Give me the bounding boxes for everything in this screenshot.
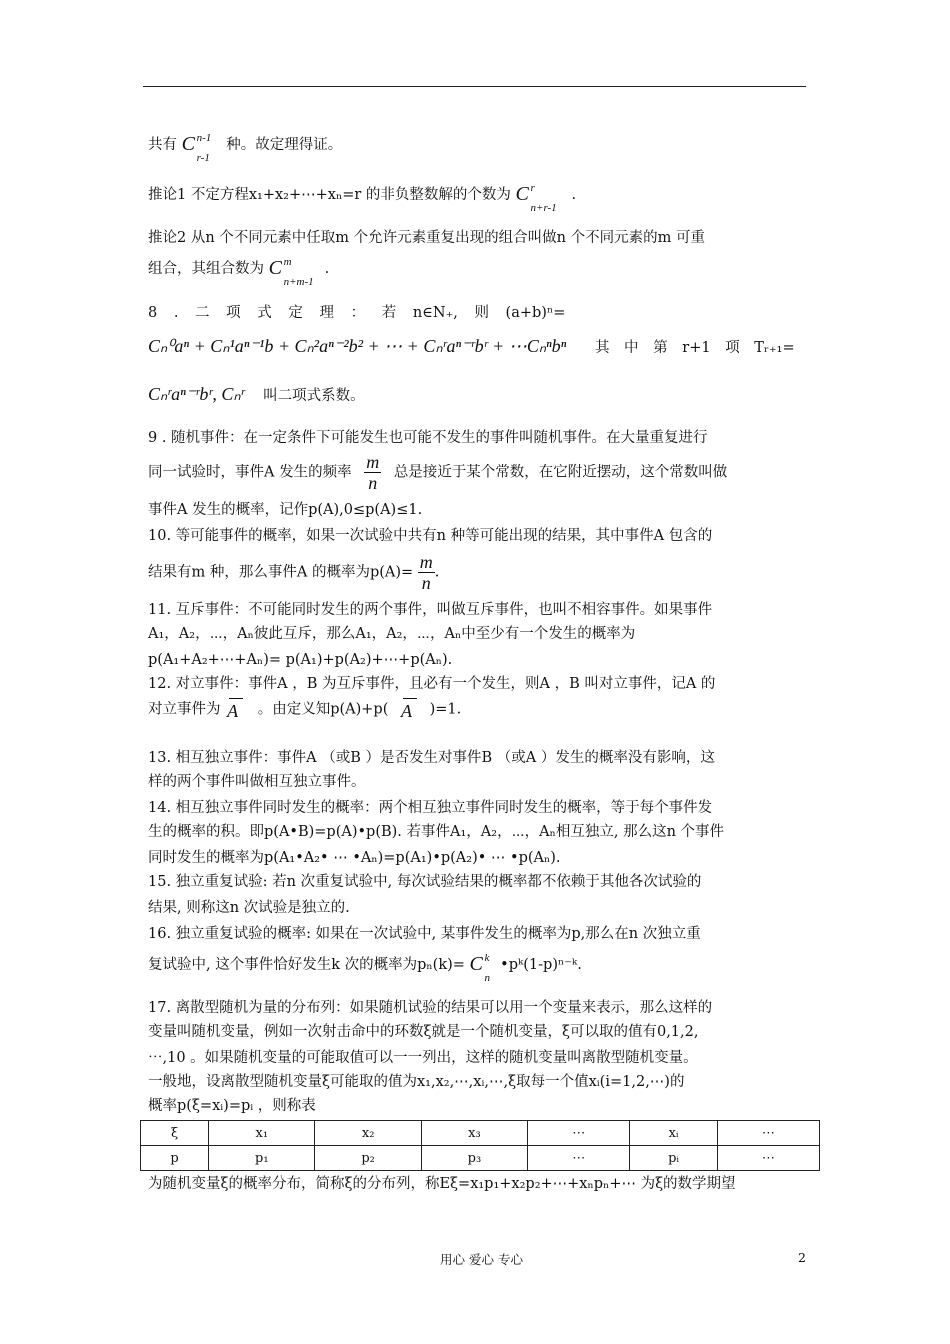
line-32: 为随机变量ξ的概率分布，简称ξ的分布列，称Eξ=x₁p₁+x₂p₂+⋯+xₙpₙ+⋯ 为ξ的数学期望 (148, 1176, 736, 1192)
line-23: 15. 独立重复试验: 若n 次重复试验中, 每次试验结果的概率都不依赖于其他各次试验的 (148, 874, 702, 890)
line-16: 12. 对立事件：事件A ，B 为互斥事件，且必有一个发生，则A ，B 叫对立事件，记A 的 (148, 676, 716, 692)
text: 同一试验时，事件A 发生的频率 (148, 464, 352, 481)
line-11: 10. 等可能事件的概率，如果一次试验中共有n 种等可能出现的结果，其中事件A 包含的 (148, 528, 713, 544)
text: 结果有m 种，那么事件A 的概率为p(A)= (148, 564, 414, 581)
line-25: 16. 独立重复试验的概率: 如果在一次试验中, 某事件发生的概率为p,那么在n 次独立重 (148, 926, 701, 942)
line-12: 结果有m 种，那么事件A 的概率为p(A)= $\frac{m}{n}$ . (148, 552, 440, 593)
denominator: n (421, 573, 431, 593)
text: 对立事件为 (148, 701, 221, 718)
line-15: p(A₁+A₂+⋯+Aₙ)= p(A₁)+p(A₂)+⋯+p(Aₙ). (148, 652, 453, 668)
line-24: 结果, 则称这n 次试验是独立的. (148, 900, 350, 916)
table-cell: ⋯ (717, 1146, 819, 1171)
c-base: C (181, 133, 195, 155)
line-7 (148, 384, 365, 406)
table-cell: p₂ (315, 1146, 421, 1171)
table-cell: x₁ (209, 1121, 315, 1146)
table-cell: p₃ (421, 1146, 527, 1171)
line-20: 14. 相互独立事件同时发生的概率：两个相互独立事件同时发生的概率，等于每个事件发 (148, 800, 713, 816)
c-sub: r-1 (196, 152, 210, 164)
line-13: 11. 互斥事件：不可能同时发生的两个事件，叫做互斥事件，也叫不相容事件。如果事件 (148, 602, 713, 618)
c-sup: m (283, 256, 292, 268)
line-8: 9 . 随机事件：在一定条件下可能发生也可能不发生的事件叫随机事件。在大量重复进行 (148, 430, 708, 446)
text: )=1. (429, 701, 462, 718)
c-sub: n+r-1 (530, 202, 557, 214)
c-base: C (515, 183, 529, 205)
text: 总是接近于某个常数，在它附近摆动，这个常数叫做 (393, 464, 728, 481)
table-cell: ξ (141, 1121, 209, 1146)
text: 种。故定理得证。 (226, 137, 343, 153)
line-6 (148, 336, 795, 358)
table-cell: x₃ (421, 1121, 527, 1146)
line-22: 同时发生的概率为p(A₁•A₂• ⋯ •Aₙ)=p(A₁)•p(A₂)• ⋯ •p(Aₙ). (148, 850, 561, 866)
line-28: 变量叫随机变量，例如一次射击命中的环数ξ就是一个随机变量，ξ可以取的值有0,1,2, (148, 1024, 699, 1040)
c-sup: k (484, 952, 490, 964)
line-9 (148, 452, 727, 493)
line-19: 样的两个事件叫做相互独立事件。 (148, 774, 366, 790)
complement-a (401, 698, 417, 721)
line-27: 17. 离散型随机为量的分布列：如果随机试验的结果可以用一个变量来表示，那么这样的 (148, 1000, 713, 1016)
line-1 (148, 130, 343, 164)
combination-c3 (268, 254, 325, 288)
table-cell: p (141, 1146, 209, 1171)
binomial-expansion: Cₙ⁰aⁿ + Cₙ¹aⁿ⁻¹b + Cₙ²aⁿ⁻²b² + ⋯ + Cₙʳaⁿ⁻ʳbʳ + ⋯Cₙⁿbⁿ (148, 336, 567, 356)
footer-motto: 用心 爱心 专心 (440, 1252, 523, 1267)
line-29: ⋯,10 。如果随机变量的可能取值可以一一列出，这样的随机变量叫离散型随机变量。 (148, 1050, 698, 1066)
c-base: C (268, 257, 282, 279)
line-2: 推论1 不定方程x₁+x₂+⋯+xₙ=r 的非负整数解的个数为 C r n+r-1 . (148, 180, 576, 210)
combination-c2 (515, 180, 572, 214)
text: 组合，其组合数为 (148, 261, 264, 277)
line-26 (148, 950, 582, 984)
line-3: 推论2 从n 个不同元素中任取m 个允许元素重复出现的组合叫做n 个不同元素的m 可重 (148, 230, 705, 246)
text: 。由定义知p(A)+p( (257, 701, 389, 718)
line-21: 生的概率的积。即p(A•B)=p(A)•p(B). 若事件A₁，A₂，⋯，Aₙ相互独立, 那么这n 个事件 (148, 824, 725, 840)
table-row (141, 1121, 820, 1146)
fraction-m-n (418, 552, 435, 593)
c-sup: r (530, 182, 535, 194)
line-14: A₁，A₂，⋯，Aₙ彼此互斥，那么A₁，A₂，⋯，Aₙ中至少有一个发生的概率为 (148, 626, 636, 642)
c-base: C (469, 953, 483, 975)
header-rule (143, 86, 806, 87)
distribution-table (140, 1120, 820, 1171)
numerator: m (366, 452, 380, 472)
letter: A (227, 701, 239, 721)
table-row (141, 1146, 820, 1171)
line-10: 事件A 发生的概率，记作p(A),0≤p(A)≤1. (148, 502, 423, 518)
table-cell: xᵢ (630, 1121, 717, 1146)
letter: A (400, 701, 412, 721)
table-cell: pᵢ (630, 1146, 717, 1171)
table-cell: ⋯ (717, 1121, 819, 1146)
line-4: 组合，其组合数为 C m n+m-1 . (148, 254, 329, 284)
combination-c4 (469, 950, 496, 984)
c-sub: n (484, 972, 491, 984)
text: 推论1 不定方程x₁+x₂+⋯+xₙ=r 的非负整数解的个数为 (148, 187, 511, 203)
table-cell: ⋯ (528, 1121, 630, 1146)
line-5: 8 . 二 项 式 定 理 ： 若 n∈N₊, 则 (a+b)ⁿ= (148, 305, 566, 321)
text: 共有 (148, 137, 177, 153)
c-sub: n+m-1 (283, 276, 314, 288)
text: 复试验中, 这个事件恰好发生k 次的概率为pₙ(k)= (148, 957, 465, 973)
complement-a (227, 698, 243, 721)
page-number: 2 (798, 1250, 806, 1265)
line-30: 一般地，设离散型随机变量ξ可能取的值为x₁,x₂,⋯,xᵢ,⋯,ξ取每一个值xᵢ(i=1,2,⋯)的 (148, 1074, 685, 1090)
line-18: 13. 相互独立事件：事件A （或B ）是否发生对事件B （或A ）发生的概率没有影响，这 (148, 750, 715, 766)
table-cell: x₂ (315, 1121, 421, 1146)
denominator: n (368, 473, 378, 493)
c-sup: n-1 (196, 132, 212, 144)
numerator: m (419, 552, 433, 572)
table-cell: ⋯ (528, 1146, 630, 1171)
text: •pᵏ(1-p)ⁿ⁻ᵏ. (500, 957, 582, 973)
combination-c1 (181, 130, 222, 164)
line-17 (148, 698, 461, 721)
text: 其 中 第 r+1 项 Tᵣ₊₁= (594, 340, 795, 356)
line-31: 概率p(ξ=xᵢ)=pᵢ ，则称表 (148, 1098, 316, 1114)
table-cell: p₁ (209, 1146, 315, 1171)
text: 叫二项式系数。 (263, 388, 365, 404)
binomial-term: Cₙʳaⁿ⁻ʳbʳ, Cₙʳ (148, 384, 245, 404)
fraction-m-n (364, 452, 381, 493)
